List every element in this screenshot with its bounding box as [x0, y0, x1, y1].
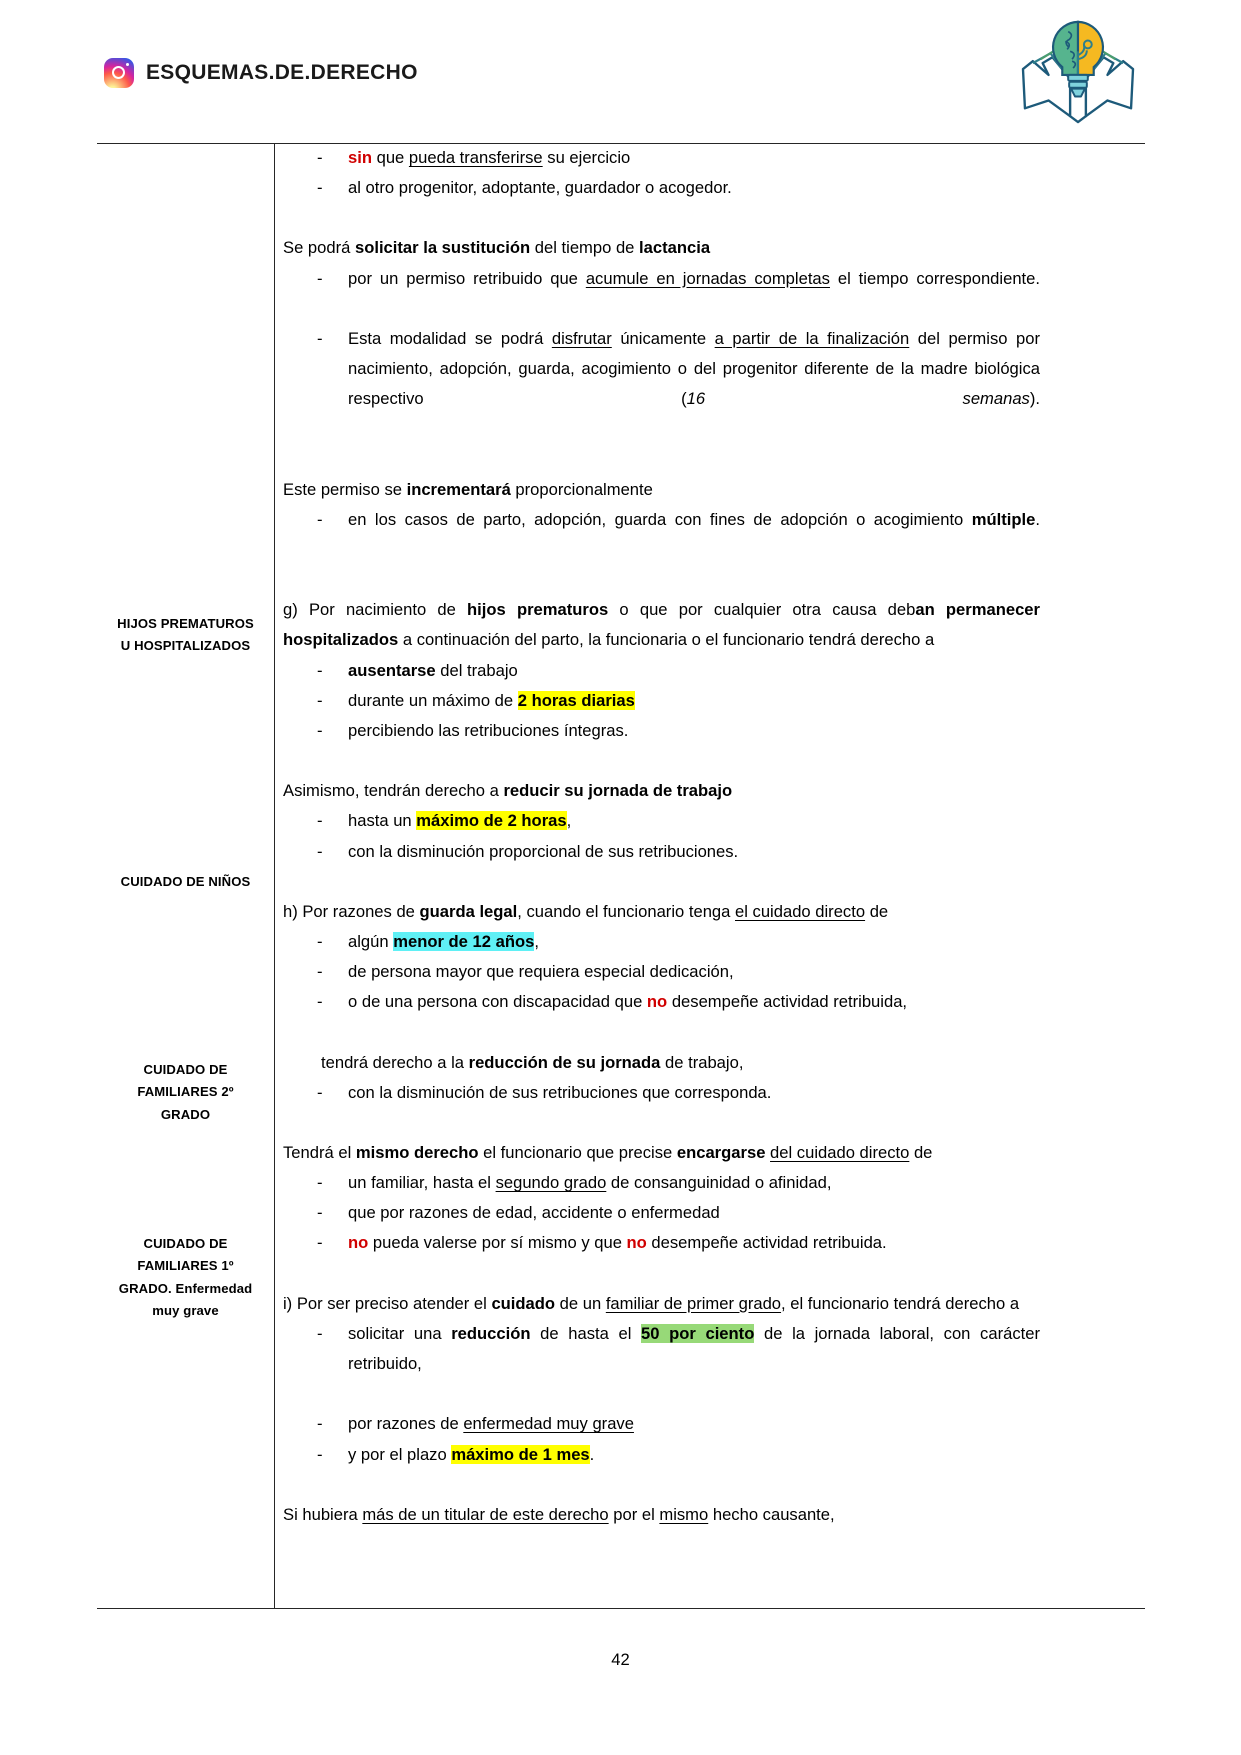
text-underline: del cuidado directo	[770, 1142, 910, 1162]
list-item	[283, 1168, 1040, 1198]
text-run: del tiempo de	[530, 238, 640, 258]
text-run: tendrá derecho a la	[321, 1052, 469, 1072]
text-run: Tendrá el	[283, 1142, 356, 1162]
text-run: y por el plazo	[348, 1444, 452, 1464]
text-run: h) Por razones de	[283, 901, 420, 921]
table-column-divider	[274, 143, 275, 1609]
spacer	[283, 867, 1040, 897]
paragraph-mismo-derecho	[283, 1138, 1040, 1168]
text-run: del permiso por nacimiento, adopción, guarda, acogimiento o del progenitor diferente de la madre biológica respectivo (	[348, 328, 1040, 409]
text-emphasis-red: no	[348, 1233, 369, 1253]
text-bold: an permanecer hospitalizados	[283, 600, 1040, 650]
sidebar-label-line: CUIDADO DE	[143, 1062, 228, 1077]
bullet-dash: -	[317, 1203, 323, 1223]
bullet-dash: -	[317, 660, 323, 680]
spacer	[283, 203, 1040, 233]
text-run: del trabajo	[435, 660, 518, 680]
page-header	[0, 0, 1241, 140]
spacer	[283, 565, 1040, 595]
list-item	[283, 1409, 1040, 1439]
paragraph-apartado-g	[283, 595, 1040, 655]
list-item	[283, 324, 1040, 445]
text-run: por el	[608, 1504, 660, 1524]
text-run: percibiendo las retribuciones íntegras.	[348, 721, 629, 740]
text-run: de hasta el	[530, 1323, 642, 1343]
bullet-dash: -	[317, 509, 323, 529]
sidebar-item-hijos-prematuros	[97, 613, 274, 658]
text-run: Se podrá	[283, 238, 355, 258]
text-run: al otro progenitor, adoptante, guardador o acogedor.	[348, 178, 732, 198]
list-item	[283, 505, 1040, 565]
text-underline: enfermedad muy grave	[463, 1414, 634, 1434]
text-run: de la jornada laboral, con carácter retribuido,	[348, 1323, 1040, 1373]
list-item	[283, 686, 1040, 716]
highlight-green: 50 por ciento	[641, 1323, 755, 1343]
sidebar-label-line: FAMILIARES 2º	[137, 1084, 234, 1100]
paragraph-tendra-derecho	[283, 1048, 1040, 1078]
bullet-dash: -	[317, 328, 323, 348]
text-run: desempeñe actividad retribuida,	[667, 992, 908, 1012]
text-run: el funcionario que precise	[478, 1142, 677, 1162]
text-run: el tiempo correspondiente.	[829, 268, 1040, 288]
text-bold: encargarse	[676, 1142, 766, 1162]
text-run: desempeñe actividad retribuida.	[646, 1233, 887, 1253]
sidebar-label-line: GRADO	[160, 1106, 211, 1122]
paragraph-apartado-i	[283, 1289, 1040, 1319]
text-run: que	[371, 148, 409, 167]
text-bold: hijos prematuros	[467, 600, 609, 620]
text-run: con la disminución de sus retribuciones que corresponda.	[348, 1082, 772, 1102]
sidebar-labels	[97, 143, 274, 1609]
sidebar-label-line: muy grave	[152, 1302, 219, 1318]
list-item	[283, 806, 1040, 836]
text-run: de trabajo,	[660, 1052, 744, 1072]
text-run: ,	[534, 931, 539, 951]
list-item	[283, 987, 1040, 1017]
text-underline: familiar de primer grado	[605, 1293, 782, 1313]
text-run: que por razones de edad, accidente o enfermedad	[348, 1203, 720, 1223]
bullet-dash: -	[317, 148, 323, 167]
text-underline: acumule en jornadas completas	[585, 268, 830, 288]
text-underline: a partir de la finalización	[714, 328, 910, 348]
spacer	[283, 1108, 1040, 1138]
list-item	[283, 1198, 1040, 1228]
bullet-dash: -	[317, 178, 323, 198]
text-run: solicitar una	[348, 1323, 452, 1343]
text-run: ).	[1029, 389, 1040, 409]
text-run: Asimismo, tendrán derecho a	[283, 781, 504, 801]
text-run: pueda valerse por sí mismo y que	[368, 1233, 627, 1253]
text-italic: 16 semanas	[686, 389, 1030, 409]
text-run: o de una persona con discapacidad que	[348, 992, 647, 1012]
list-item	[283, 143, 1040, 173]
list-lactancia-transferencia	[283, 143, 1040, 203]
text-run: de persona mayor que requiera especial dedicación,	[348, 962, 734, 982]
bullet-dash: -	[317, 1173, 323, 1193]
bullet-dash: -	[317, 811, 323, 831]
sidebar-label-line: CUIDADO DE	[143, 1236, 228, 1251]
bullet-dash: -	[317, 1414, 323, 1434]
text-run: algún	[348, 931, 394, 951]
text-bold: lactancia	[639, 238, 711, 258]
document-body	[283, 143, 1040, 1530]
list-item	[283, 957, 1040, 987]
spacer	[283, 1018, 1040, 1048]
spacer	[283, 445, 1040, 475]
spacer	[283, 1470, 1040, 1500]
text-bold: incrementará	[406, 479, 511, 499]
instagram-icon	[104, 58, 134, 88]
text-run: hasta un	[348, 811, 417, 831]
text-run: Si hubiera	[283, 1504, 363, 1524]
highlight-yellow: 2 horas diarias	[517, 690, 635, 710]
list-asimismo	[283, 806, 1040, 866]
bullet-dash: -	[317, 962, 323, 982]
text-bold: múltiple	[971, 509, 1036, 529]
text-run: hecho causante,	[708, 1504, 835, 1524]
text-run: .	[589, 1444, 595, 1464]
text-run: g) Por nacimiento de	[283, 600, 468, 620]
text-run: de un	[555, 1293, 606, 1313]
bullet-dash: -	[317, 268, 323, 288]
sidebar-label-line: U HOSPITALIZADOS	[120, 638, 251, 654]
text-underline: disfrutar	[551, 328, 612, 348]
bullet-dash: -	[317, 1444, 323, 1464]
text-run: un familiar, hasta el	[348, 1173, 496, 1193]
text-run: con la disminución proporcional de sus retribuciones.	[348, 841, 739, 861]
text-run: , cuando el funcionario tenga	[517, 901, 735, 921]
bullet-dash: -	[317, 690, 323, 710]
text-bold: guarda legal	[419, 901, 518, 921]
bullet-dash: -	[317, 1233, 323, 1253]
lightbulb-brain-book-logo-icon	[1019, 14, 1137, 126]
list-item	[283, 837, 1040, 867]
list-item	[283, 173, 1040, 203]
text-run: de consanguinidad o afinidad,	[606, 1173, 832, 1193]
text-emphasis-red: sin	[348, 148, 372, 167]
bullet-dash: -	[317, 1323, 323, 1343]
text-emphasis-red: no	[626, 1233, 647, 1253]
paragraph-sustitucion	[283, 233, 1040, 263]
text-run: , el funcionario tendrá derecho a	[781, 1293, 1020, 1313]
list-apartado-i	[283, 1319, 1040, 1470]
text-run: a continuación del parto, la funcionaria o el funcionario tendrá derecho a	[398, 630, 935, 650]
text-run: proporcionalmente	[510, 479, 653, 499]
highlight-yellow: máximo de 2 horas	[416, 811, 567, 831]
list-item	[283, 716, 1040, 746]
highlight-yellow: máximo de 1 mes	[451, 1444, 590, 1464]
sidebar-label-line: HIJOS PREMATUROS	[117, 616, 254, 631]
spacer	[283, 1259, 1040, 1289]
sidebar-item-cuidado-de-ninos	[97, 871, 274, 893]
list-sustitucion	[283, 264, 1040, 445]
brand-block	[104, 58, 418, 88]
bullet-dash: -	[317, 721, 323, 740]
list-tendra-derecho	[283, 1078, 1040, 1108]
paragraph-incremento	[283, 475, 1040, 505]
paragraph-apartado-h	[283, 897, 1040, 927]
text-bold: reducir su jornada de trabajo	[503, 781, 733, 801]
sidebar-item-cuidado-familiares-1	[97, 1233, 274, 1322]
list-apartado-h	[283, 927, 1040, 1018]
text-bold: cuidado	[491, 1293, 556, 1313]
bullet-dash: -	[317, 992, 323, 1012]
text-run: o que por cualquier otra causa deb	[608, 600, 916, 620]
text-run: Este permiso se	[283, 479, 407, 499]
text-bold: reducción de su jornada	[468, 1052, 661, 1072]
text-run: únicamente	[611, 328, 715, 348]
text-bold: solicitar la sustitución	[354, 238, 531, 258]
text-bold: ausentarse	[348, 660, 436, 680]
bullet-dash: -	[317, 841, 323, 861]
list-item	[283, 1319, 1040, 1410]
text-run: en los casos de parto, adopción, guarda con fines de adopción o acogimiento	[348, 509, 972, 529]
list-item	[283, 1440, 1040, 1470]
text-bold: mismo derecho	[355, 1142, 479, 1162]
text-run: i) Por ser preciso atender el	[283, 1293, 492, 1313]
page-number: 42	[611, 1650, 630, 1669]
list-incremento	[283, 505, 1040, 565]
paragraph-final	[283, 1500, 1040, 1530]
text-underline: segundo grado	[495, 1173, 607, 1193]
text-run: Esta modalidad se podrá	[348, 328, 552, 348]
text-underline: mismo	[659, 1504, 709, 1524]
list-item	[283, 264, 1040, 324]
list-item	[283, 1078, 1040, 1108]
text-run: de	[909, 1142, 933, 1162]
text-underline: más de un titular de este derecho	[362, 1504, 609, 1524]
highlight-cyan: menor de 12 años	[393, 931, 535, 951]
text-underline: pueda transferirse	[408, 148, 543, 167]
text-run: .	[1035, 509, 1040, 529]
brand-name: ESQUEMAS.DE.DERECHO	[146, 61, 418, 84]
bullet-dash: -	[317, 1082, 323, 1102]
list-item	[283, 1228, 1040, 1258]
text-run: ,	[566, 811, 572, 831]
paragraph-asimismo	[283, 776, 1040, 806]
text-run: por razones de	[348, 1414, 464, 1434]
text-emphasis-red: no	[646, 992, 668, 1012]
list-item	[283, 656, 1040, 686]
text-bold: reducción	[451, 1323, 531, 1343]
sidebar-label-line: FAMILIARES 1º	[137, 1258, 234, 1274]
sidebar-item-cuidado-familiares-2	[97, 1059, 274, 1126]
list-apartado-g	[283, 656, 1040, 747]
text-underline: el cuidado directo	[735, 901, 866, 921]
text-run: de	[865, 901, 889, 921]
text-run: durante un máximo de	[348, 690, 518, 710]
list-mismo-derecho	[283, 1168, 1040, 1259]
bullet-dash: -	[317, 931, 323, 951]
sidebar-label-line: GRADO. Enfermedad	[118, 1280, 253, 1296]
sidebar-label-line: CUIDADO DE NIÑOS	[120, 874, 251, 889]
list-item	[283, 927, 1040, 957]
text-run: por un permiso retribuido que	[348, 268, 586, 288]
spacer	[283, 746, 1040, 776]
text-run: su ejercicio	[542, 148, 631, 167]
